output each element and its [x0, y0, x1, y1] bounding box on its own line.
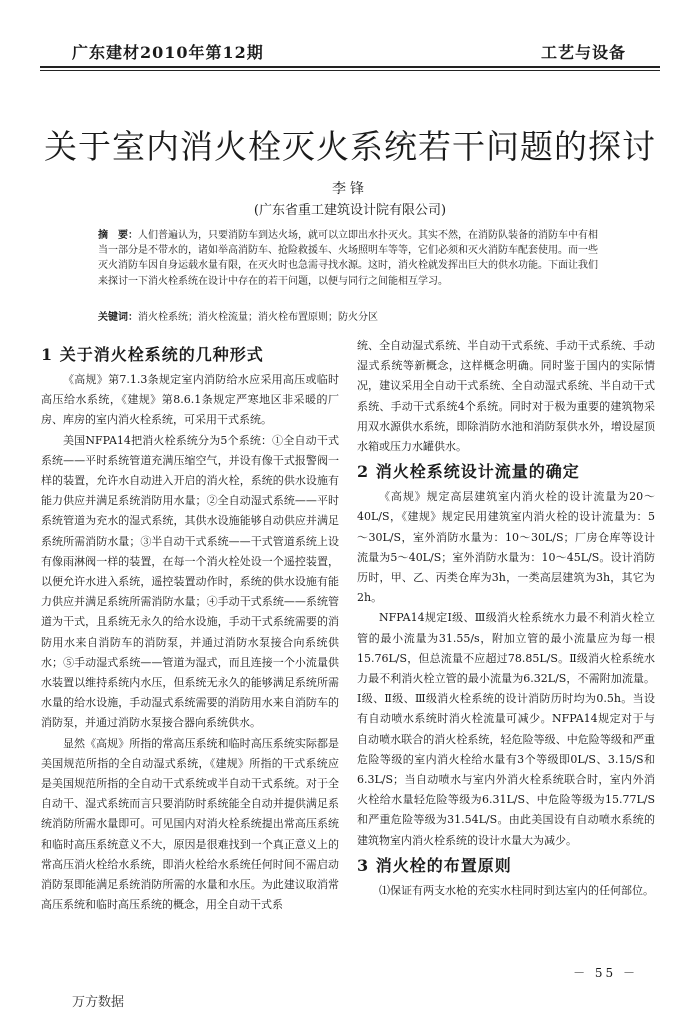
paragraph: 统、全自动湿式系统、半自动干式系统、手动干式系统、手动湿式系统等新概念，这样概念明确。同时鉴于国内的实际情况，建议采用全自动干式系统、全自动湿式系统、半自动干式系统、手动干式系统4个系统。同时对于极为重要的建筑物采用双水源供水系统，即除消防水池和消防泵供水外，增设屋顶水箱或压力水罐供水。 [357, 339, 655, 454]
section-heading-3: 3 消火栓的布置原则 [357, 855, 512, 875]
journal-issue: 广东建材2010年第12期 [72, 43, 264, 62]
author-affiliation: (广东省重工建筑设计院有限公司) [253, 203, 447, 218]
abstract [98, 228, 598, 289]
paragraph: ⑴保证有两支水枪的充实水柱同时到达室内的任何部位。 [379, 883, 654, 897]
header-rule-thin [40, 70, 660, 71]
section-name: 工艺与设备 [540, 43, 626, 62]
paragraph: 《高规》规定高层建筑室内消火栓的设计流量为20～40L/S，《建规》规定民用建筑室内消火栓的设计流量为：5～30L/S，室外消防水量为：10～30L/S；厂房仓库等设计流量为5～40L/S；室外消防水量为：10～45L/S。设计消防历时，甲、乙、丙类仓库为3h，一类高层建筑为3h，其它为2h。 [357, 490, 655, 605]
abstract-label: 摘 要： [98, 230, 138, 241]
source-watermark: 万方数据 [72, 995, 125, 1010]
keywords-text: 消火栓系统；消火栓流量；消火栓布置原则；防火分区 [138, 312, 378, 323]
author-name: 李锋 [332, 181, 368, 197]
abstract-text: 人们普遍认为，只要消防车到达火场，就可以立即出水扑灭火。其实不然，在消防队装备的消防车中有相当一部分是不带水的，诸如举高消防车、抢险救援车、火场照明车等等，它们必须和灭火消防车配套使用。而一些灭火消防车因自身运载水量有限，在灭火时也急需寻找水源。这时，消火栓就发挥出巨大的供水功能。下面让我们来探讨一下消火栓系统在设计中存在的若干问题，以便与同行之间能相互学习。 [98, 230, 598, 287]
paragraph: NFPA14规定Ⅰ级、Ⅲ级消火栓系统水力最不利消火栓立管的最小流量为31.55/s，附加立管的最小流量应为每一根15.76L/S，但总流量不应超过78.85L/S。Ⅱ级消火栓系统水力最不利消火栓立管的最小流量为6.32L/S，不需附加流量。Ⅰ级、Ⅱ级、Ⅲ级消火栓系统的设计消防历时均为0.5h。当设有自动喷水系统时消火栓流量可减少。NFPA14规定对于与自动喷水联合的消火栓系统，轻危险等级、中危险等级和严重危险等级的室内消火栓给水量有3个等级即0L/S、3.15/S和6.3L/S；当自动喷水与室内外消火栓系统联合时，室内外消火栓给水量轻危险等级为6.31L/S、中危险等级为15.77L/S和严重危险等级为31.54L/S。由此美国设有自动喷水系统的建筑物室内消火栓系统的设计水量大为减少。 [357, 611, 655, 847]
section-heading-1: 1 关于消火栓系统的几种形式 [41, 345, 264, 364]
paragraph: 《高规》第7.1.3条规定室内消防给水应采用高压或临时高压给水系统，《建规》第8.6.1条规定严寒地区非采暖的厂房、库房的室内消火栓系统，可采用干式系统。 [41, 373, 339, 427]
section-heading-2: 2 消火栓系统设计流量的确定 [357, 462, 580, 482]
page-number: － 55 － [573, 966, 638, 980]
paragraph: 美国NFPA14把消火栓系统分为5个系统：①全自动干式系统——平时系统管道充满压缩空气，并设有像干式报警阀一样的装置，允许水自动进入开启的消火栓，系统的供水设施有能力供应并满足系统消防用水量；②全自动湿式系统——平时系统管道为充水的湿式系统，其供水设施能够自动供应并满足系统所需消防水量；③半自动干式系统——干式管道系统上设有像雨淋阀一样的装置，在每一个消火栓处设一个遥控装置，以便允许水进入系统，遥控装置动作时，系统的供水设施有能力供应并满足系统所需消防水量；④手动干式系统——系统管道为干式，且系统无永久的给水设施，手动干式系统需要的消防用水来自消防车的消防泵，并通过消防水泵接合向系统供水；⑤手动湿式系统——管道为湿式，而且连接一个小流量供水装置以维持系统内水压，但系统无永久的能够满足系统所需水量的给水设施，手动湿式系统需要的消防用水来自消防车的消防泵，并通过消防水泵接合器向系统供水。 [41, 433, 339, 730]
paragraph: 显然《高规》所指的常高压系统和临时高压系统实际都是美国规范所指的全自动湿式系统，《建规》所指的干式系统应是美国规范所指的全自动干式系统或半自动干式系统。对于全自动干、湿式系统而言只要消防时系统能全自动并提供满足系统消防所需水量即可。可见国内对消火栓系统提出常高压系统和临时高压系统意义不大，原因是很难找到一个真正意义上的常高压消火栓给水系统，即消火栓给水系统任何时间不需启动消防泵即能满足系统消防所需的水量和水压。为此建议取消常高压系统和临时高压系统的概念，用全自动干式系 [41, 736, 339, 912]
keywords-label: 关键词： [98, 312, 138, 323]
right-column [357, 336, 655, 901]
header-rule-thick [40, 66, 660, 68]
keywords [98, 308, 618, 323]
left-column [41, 340, 339, 915]
article-title: 关于室内消火栓灭火系统若干问题的探讨 [44, 127, 656, 166]
